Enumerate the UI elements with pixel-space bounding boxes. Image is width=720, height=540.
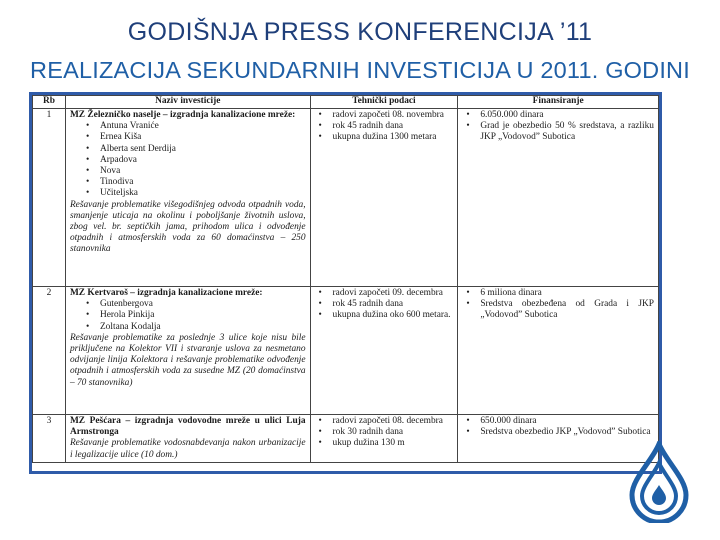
list-item: • Alberta sent Derdija [70,144,306,155]
list-item: • radovi započeti 09. decembra [315,288,454,299]
list-item: • Sredstva obezbedio JKP „Vodovod” Subotica [462,427,654,438]
financing-cell [458,287,659,415]
slide-subtitle: REALIZACIJA SEKUNDARNIH INVESTICIJA U 2011. GODINI [30,57,690,83]
list-item: • ukupna dužina oko 600 metara. [315,310,454,321]
table-header-row [33,96,659,109]
investment-name-cell [65,287,310,415]
list-item: • 650.000 dinara [462,416,654,427]
list-item: • Antuna Vraniće [70,121,306,132]
header-name: Naziv investicije [65,96,310,109]
list-item: • 6.050.000 dinara [462,110,654,121]
list-item: • radovi započeti 08. decembra [315,416,454,427]
table-row [33,287,659,415]
list-item: • rok 45 radnih dana [315,121,454,132]
list-item: • Tinodiva [70,177,306,188]
slide-title: GODIŠNJA PRESS KONFERENCIJA ’11 [127,18,593,46]
investment-note: Rešavanje problematike za poslednje 3 ulice koje nisu bile priključene na Kolektor VII i stvaranje uslova za nesmetano odvijanje linija Kolektora i rešavanje problematike odvođenje otpadnih i atmosferskih voda za susedne MZ (20 domaćinstva – 70 stanovnika) [69,332,306,388]
list-item: • ukup dužina 130 m [315,438,454,449]
investment-title: MZ Železničko naselje – izgradnja kanalizacione mreže: [69,110,296,120]
list-item: • Zoltana Kodalja [70,322,306,333]
street-list [70,299,306,333]
table-row [33,109,659,287]
investment-title: MZ Kertvaroš – izgradnja kanalizacione mreže: [69,288,263,298]
list-item: • Herola Pinkija [70,310,306,321]
list-item: • Sredstva obezbeđena od Grada i JKP „Vodovod” Subotica [462,299,654,321]
list-item: • Gutenbergova [70,299,306,310]
investment-name-cell [65,109,310,287]
list-item: • rok 45 radnih dana [315,299,454,310]
row-number: 3 [33,415,66,463]
tech-cell [310,415,458,463]
list-item: • Ernea Kiša [70,132,306,143]
financing-cell [458,109,659,287]
street-list [70,121,306,199]
list-item: • ukupna dužina 1300 metara [315,132,454,143]
investment-name-cell [65,415,310,463]
header-rb: Rb [33,96,66,109]
list-item: • Nova [70,166,306,177]
investment-table-image [29,92,662,474]
tech-cell [310,109,458,287]
list-item: • rok 30 radnih dana [315,427,454,438]
list-item: • Arpadova [70,155,306,166]
list-item: • Grad je obezbedio 50 % sredstava, a razliku JKP „Vodovod” Subotica [462,121,654,143]
list-item: • 6 miliona dinara [462,288,654,299]
list-item: • Učiteljska [70,188,306,199]
header-tech: Tehnički podaci [310,96,458,109]
investment-note: Rešavanje problematike vodosnabdevanja nakon urbanizacije i legalizacije ulice (10 dom.) [69,438,306,460]
investment-table [32,95,659,463]
table-row [33,415,659,463]
water-drop-logo-icon [626,441,692,523]
investment-note: Rešavanje problematike višegodišnjeg odvoda otpadnih voda, smanjenje uticaja na okolinu i poboljšanje životnih uslova, zbog vel. br. septičkih jama, prihodom ulica i odvođenje otpadnih i atmosferskih voda za 60 domaćinstva – 250 stanovnika [69,199,306,255]
tech-cell [310,287,458,415]
row-number: 1 [33,109,66,287]
investment-title: MZ Pešćara – izgradnja vodovodne mreže u ulici Luja Armstronga [69,416,306,438]
row-number: 2 [33,287,66,415]
header-financing: Finansiranje [458,96,659,109]
list-item: • radovi započeti 08. novembra [315,110,454,121]
